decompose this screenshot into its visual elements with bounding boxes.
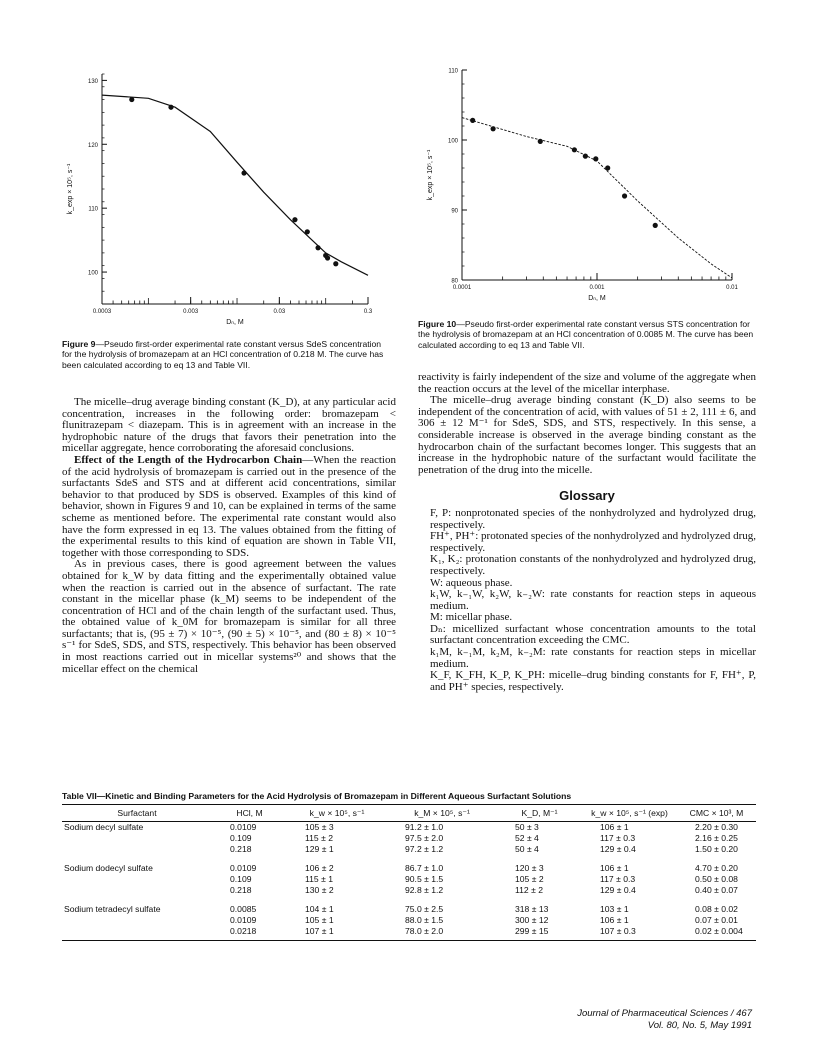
table-cell: 0.07 ± 0.01 bbox=[695, 915, 738, 925]
table-cell: 106 ± 2 bbox=[305, 863, 334, 873]
surfactant-name-cell bbox=[62, 915, 212, 926]
table-cell: 0.109 bbox=[230, 833, 252, 843]
paragraph-agreement: As in previous cases, there is good agreement between the values obtained for k_W by data fitting and the experimentally obtained value when the reaction is carried out in the absence of surfactant. The rate constant in the micellar phase (k_M) seems to be independent of the concentration of HCl and of the chain length of the surfactant used. Thus, the obtained value of k_0M for bromazepam is similar for all three surfactants; that is, (95 ± 7) × 10⁻⁵, (90 ± 5) × 10⁻⁵, and (80 ± 8) × 10⁻⁵ s⁻¹ for SdeS, SDS, and STS, respectively. This behavior has been observed in most reactions carried out in micellar systems²⁰ and shows that the micellar effect on the chemical bbox=[62, 558, 396, 675]
section-run-in-heading: Effect of the Length of the Hydrocarbon Chain bbox=[74, 453, 303, 466]
glossary-entry: k₁M, k₋₁M, k₂M, k₋₂M: rate constants for reaction steps in micellar medium. bbox=[430, 646, 756, 670]
table-body bbox=[62, 822, 756, 941]
data-point bbox=[129, 97, 134, 102]
data-point bbox=[538, 139, 543, 144]
surfactant-name-cell: Sodium dodecyl sulfate bbox=[64, 863, 153, 873]
figure-10-caption-text: —Pseudo first-order experimental rate constant versus STS concentration for the hydrolysis of bromazepam at an HCl concentration of 0.0085 M. The curve has been calculated according to eq 13 and Table VII. bbox=[418, 319, 754, 350]
table-header-cell: HCl, M bbox=[212, 805, 287, 822]
table-cell: 105 ± 3 bbox=[305, 822, 334, 832]
figure-9-caption bbox=[62, 339, 392, 370]
table-cell: 129 ± 0.4 bbox=[600, 885, 636, 895]
glossary-entry: K₁, K₂: protonation constants of the nonhydrolyzed and hydrolyzed drug, respectively. bbox=[430, 553, 756, 577]
table-cell: 0.0109 bbox=[230, 863, 257, 873]
data-point bbox=[491, 126, 496, 131]
x-tick-label: 0.0003 bbox=[92, 309, 112, 315]
table-row bbox=[62, 833, 756, 844]
x-tick-label: 0.01 bbox=[726, 285, 738, 291]
table-row bbox=[62, 926, 756, 941]
table-cell: 0.218 bbox=[230, 885, 252, 895]
data-point bbox=[292, 217, 297, 222]
table-cell: 129 ± 0.4 bbox=[600, 844, 636, 854]
glossary-entry: FH⁺, PH⁺: protonated species of the nonhydrolyzed and hydrolyzed drug, respectively. bbox=[430, 530, 756, 554]
glossary-list bbox=[418, 508, 756, 694]
table-cell: 78.0 ± 2.0 bbox=[387, 926, 497, 941]
surfactant-name-cell bbox=[62, 885, 212, 896]
left-text-column bbox=[62, 397, 396, 675]
table-cell: 52 ± 4 bbox=[515, 833, 539, 843]
data-point bbox=[622, 193, 627, 198]
table-row bbox=[62, 822, 756, 834]
table-cell: 106 ± 1 bbox=[600, 822, 629, 832]
table-cell: 115 ± 2 bbox=[305, 833, 333, 843]
paragraph-binding-order: The micelle–drug average binding constant (K_D), at any particular acid concentration, increases in the following order: bromazepam < flunitrazepam < diazepam. This is in agreement with an increase in the hydrophobic nature of the drugs that favors their penetration into the micellar aggregate, hence corroborating the aforesaid conclusions. bbox=[62, 396, 396, 455]
table-cell: 50 ± 4 bbox=[515, 844, 539, 854]
table-cell: 0.0085 bbox=[230, 904, 257, 914]
table-cell: 50 ± 3 bbox=[515, 822, 539, 832]
x-tick-label: 0.3 bbox=[363, 309, 373, 315]
x-tick-label: 0.03 bbox=[273, 309, 286, 315]
paragraph-kd-independence: The micelle–drug average binding constant (K_D) also seems to be independent of the concentration of acid, with values of 51 ± 2, 111 ± 6, and 306 ± 12 M⁻¹ for SdeS, SDS, and STS, respectively. In this sense, a considerable increase is observed in the average binding constant as the hydrocarbon chain of the surfactant becomes longer. This suggests that an increase in the hydrophobic nature of the surfactant would facilitate the penetration of the drug into the micelle. bbox=[418, 394, 756, 476]
data-point bbox=[605, 165, 610, 170]
data-point bbox=[572, 147, 577, 152]
table-cell: 300 ± 12 bbox=[515, 915, 549, 925]
table-cell: 299 ± 15 bbox=[497, 926, 582, 941]
y-axis-label: k_exp × 10⁵, s⁻¹ bbox=[67, 163, 74, 215]
table-row bbox=[62, 874, 756, 885]
glossary-entry: W: aqueous phase. bbox=[430, 576, 513, 589]
table-cell: 1.50 ± 0.20 bbox=[695, 844, 738, 854]
table-cell: 104 ± 1 bbox=[305, 904, 334, 914]
data-point bbox=[470, 118, 475, 123]
y-tick-label: 110 bbox=[88, 206, 98, 213]
glossary-entry: M: micellar phase. bbox=[430, 611, 513, 624]
figure-10-caption bbox=[418, 319, 756, 350]
surfactant-name-cell: Sodium decyl sulfate bbox=[64, 822, 144, 832]
table-cell: 0.218 bbox=[230, 844, 252, 854]
table-header-cell: k_w × 10⁵, s⁻¹ (exp) bbox=[582, 805, 677, 822]
table-cell: 97.2 ± 1.2 bbox=[405, 844, 444, 854]
table-cell: 107 ± 1 bbox=[287, 926, 387, 941]
glossary-entry: Dₙ: micellized surfactant whose concentration amounts to the total surfactant concentration exceeding the CMC. bbox=[430, 622, 756, 647]
glossary-entry: F, P: nonprotonated species of the nonhydrolyzed and hydrolyzed drug, respectively. bbox=[430, 506, 756, 531]
table-cell: 90.5 ± 1.5 bbox=[405, 874, 444, 884]
table-cell: 0.0109 bbox=[230, 915, 257, 925]
surfactant-name-cell bbox=[62, 874, 212, 885]
table-header-cell: Surfactant bbox=[62, 805, 212, 822]
table-cell: 318 ± 13 bbox=[515, 904, 549, 914]
page-footer bbox=[520, 1008, 752, 1032]
table-cell: 0.02 ± 0.004 bbox=[677, 926, 756, 941]
figure-9-caption-text: —Pseudo first-order experimental rate constant versus SdeS concentration for the hydrolysis of bromazepam at an HCl concentration of 0.218 M. The curve has been calculated according to eq 13 and Table VII. bbox=[62, 339, 384, 370]
data-point bbox=[305, 229, 310, 234]
table-cell: 105 ± 2 bbox=[515, 874, 544, 884]
y-tick-label: 130 bbox=[87, 78, 98, 85]
table-vii-grid bbox=[62, 804, 756, 941]
table-group-spacer bbox=[62, 896, 756, 904]
figure-10-chart bbox=[427, 60, 752, 310]
table-cell: 92.8 ± 1.2 bbox=[405, 885, 444, 895]
glossary-entry: k₁W, k₋₁W, k₂W, k₋₂W: rate constants for reaction steps in aqueous medium. bbox=[430, 588, 756, 612]
x-tick-label: 0.001 bbox=[589, 285, 605, 291]
table-cell: 115 ± 1 bbox=[305, 874, 333, 884]
table-row bbox=[62, 863, 756, 874]
table-cell: 120 ± 3 bbox=[515, 863, 544, 873]
x-tick-label: 0.0001 bbox=[452, 285, 472, 291]
journal-name-page: Journal of Pharmaceutical Sciences / 467 bbox=[577, 1008, 752, 1019]
data-point bbox=[653, 223, 658, 228]
data-point bbox=[593, 156, 598, 161]
table-header-cell: k_w × 10⁵, s⁻¹ bbox=[287, 805, 387, 822]
y-tick-label: 100 bbox=[87, 270, 98, 277]
table-cell: 0.0218 bbox=[212, 926, 287, 941]
data-point bbox=[325, 255, 330, 260]
table-cell: 2.20 ± 0.30 bbox=[695, 822, 738, 832]
table-cell: 0.08 ± 0.02 bbox=[695, 904, 738, 914]
table-row bbox=[62, 844, 756, 855]
table-header-cell: K_D, M⁻¹ bbox=[497, 805, 582, 822]
surfactant-name-cell bbox=[62, 844, 212, 855]
data-point bbox=[168, 105, 173, 110]
journal-issue: Vol. 80, No. 5, May 1991 bbox=[647, 1020, 752, 1031]
y-tick-label: 80 bbox=[451, 278, 458, 285]
table-header-cell: CMC × 10³, M bbox=[677, 805, 756, 822]
table-cell: 75.0 ± 2.5 bbox=[405, 904, 444, 914]
table-cell: 106 ± 1 bbox=[600, 915, 629, 925]
table-cell: 86.7 ± 1.0 bbox=[405, 863, 444, 873]
table-cell: 112 ± 2 bbox=[515, 885, 543, 895]
table-cell: 88.0 ± 1.5 bbox=[405, 915, 444, 925]
figure-9-chart bbox=[67, 60, 392, 330]
x-axis-label: Dₙ, M bbox=[226, 319, 244, 326]
y-tick-label: 120 bbox=[87, 142, 98, 149]
table-row bbox=[62, 915, 756, 926]
paragraph-continuation: reactivity is fairly independent of the size and volume of the aggregate when the reaction occurs at the level of the micellar interphase. bbox=[418, 371, 756, 395]
table-cell: 91.2 ± 1.0 bbox=[405, 822, 444, 832]
x-axis-label: Dₙ, M bbox=[588, 295, 606, 302]
glossary-heading: Glossary bbox=[559, 488, 615, 504]
table-cell: 105 ± 1 bbox=[305, 915, 334, 925]
table-vii bbox=[62, 791, 756, 941]
table-row bbox=[62, 885, 756, 896]
right-text-column bbox=[418, 372, 756, 693]
data-point bbox=[333, 261, 338, 266]
table-cell: 2.16 ± 0.25 bbox=[695, 833, 738, 843]
table-header-cell: k_M × 10⁵, s⁻¹ bbox=[387, 805, 497, 822]
y-tick-label: 90 bbox=[451, 208, 458, 215]
fitted-curve bbox=[462, 118, 732, 278]
figure-9-label: Figure 9 bbox=[62, 339, 96, 349]
table-cell: 107 ± 0.3 bbox=[582, 926, 677, 941]
table-header-row bbox=[62, 805, 756, 822]
paragraph-chain-length-text: —When the reaction of the acid hydrolysis of bromazepam is carried out in the presence of the surfactants SdeS and STS and at different acid concentrations, similar behavior to that produced by SDS is observed. Examples of this kind of behavior, shown in Figures 9 and 10, can be explained in terms of the same scheme as mentioned before. The experimental rate constant would also have the form expressed in eq 13. The values obtained from the fitting of the experimental results to this kind of equation are shown in Table VII, together with those corresponding to SDS. bbox=[62, 453, 396, 559]
table-cell: 103 ± 1 bbox=[600, 904, 629, 914]
figure-10-label: Figure 10 bbox=[418, 319, 457, 329]
table-cell: 0.0109 bbox=[230, 822, 257, 832]
surfactant-name-cell: Sodium tetradecyl sulfate bbox=[64, 904, 161, 914]
surfactant-name-cell bbox=[62, 926, 212, 941]
table-cell: 130 ± 2 bbox=[305, 885, 334, 895]
x-tick-label: 0.003 bbox=[183, 309, 199, 315]
table-cell: 117 ± 0.3 bbox=[600, 874, 636, 884]
table-cell: 129 ± 1 bbox=[305, 844, 334, 854]
fitted-curve bbox=[102, 95, 368, 275]
data-point bbox=[583, 154, 588, 159]
table-group-spacer bbox=[62, 855, 756, 863]
table-cell: 117 ± 0.3 bbox=[600, 833, 636, 843]
y-tick-label: 110 bbox=[448, 68, 458, 75]
y-tick-label: 100 bbox=[447, 138, 458, 145]
table-title: Table VII—Kinetic and Binding Parameters for the Acid Hydrolysis of Bromazepam in Different Aqueous Surfactant Solutions bbox=[62, 791, 572, 801]
table-cell: 0.50 ± 0.08 bbox=[695, 874, 738, 884]
glossary-entry: K_F, K_FH, K_P, K_PH: micelle–drug binding constants for F, FH⁺, P, and PH⁺ species, respectively. bbox=[430, 669, 756, 693]
table-cell: 97.5 ± 2.0 bbox=[405, 833, 444, 843]
data-point bbox=[315, 245, 320, 250]
paragraph-chain-length bbox=[62, 455, 396, 559]
table-cell: 0.40 ± 0.07 bbox=[695, 885, 738, 895]
data-point bbox=[241, 170, 246, 175]
table-cell: 4.70 ± 0.20 bbox=[695, 863, 738, 873]
y-axis-label: k_exp × 10⁵, s⁻¹ bbox=[427, 149, 434, 201]
table-cell: 106 ± 1 bbox=[600, 863, 629, 873]
table-row bbox=[62, 904, 756, 915]
table-cell: 0.109 bbox=[230, 874, 252, 884]
surfactant-name-cell bbox=[62, 833, 212, 844]
